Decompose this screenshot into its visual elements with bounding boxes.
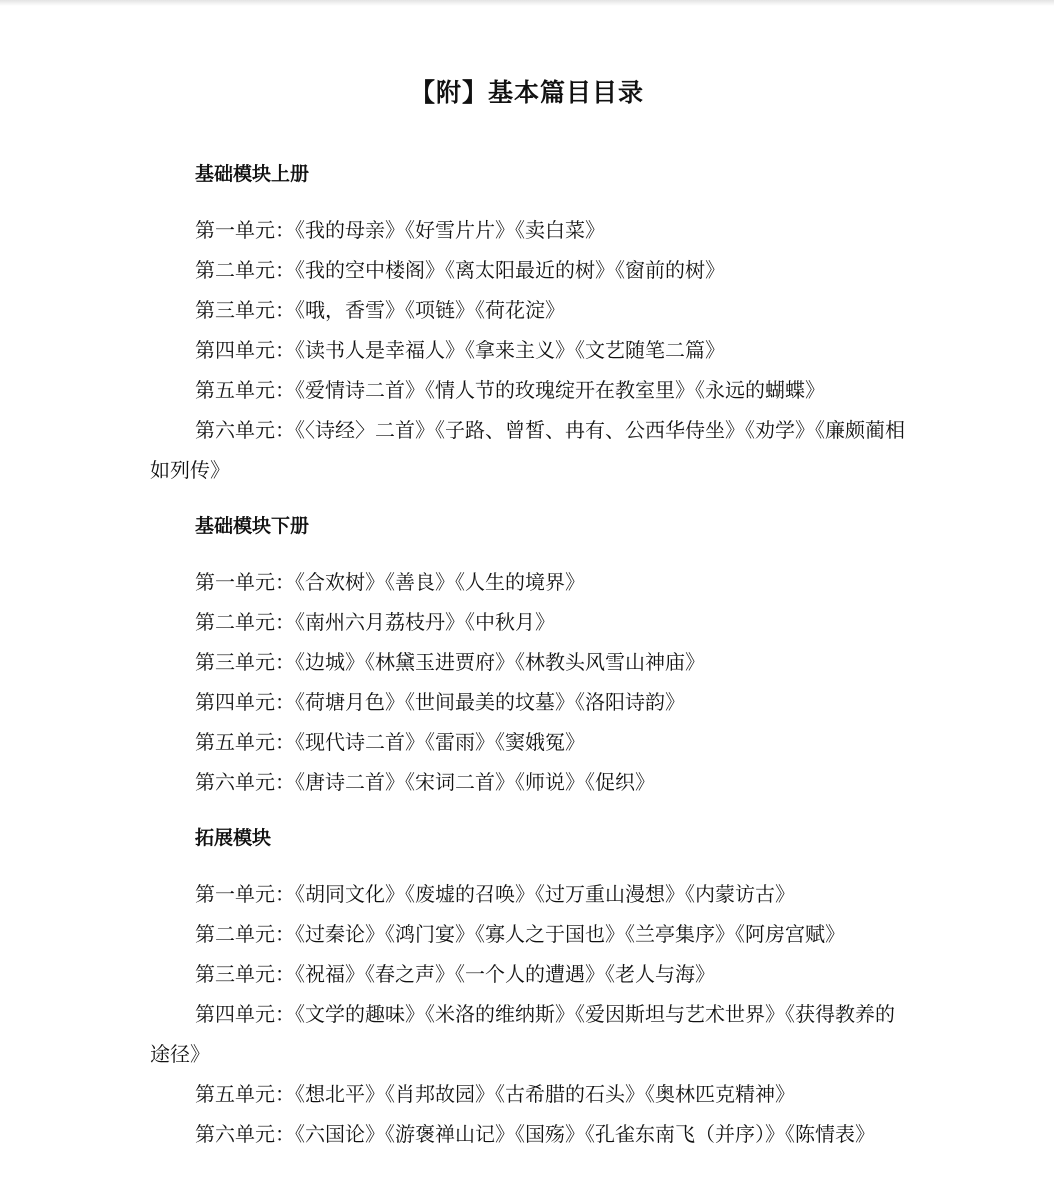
unit-line: 第五单元：《想北平》《肖邦故园》《古希腊的石头》《奥林匹克精神》: [195, 1082, 795, 1106]
unit-list: [150, 874, 910, 1154]
unit-line: 第五单元：《现代诗二首》《雷雨》《窦娥冤》: [195, 730, 585, 754]
document-body: [150, 150, 910, 1154]
section-heading: 拓展模块: [195, 827, 272, 849]
section-basic-vol-2: [150, 502, 910, 814]
unit-line: 第二单元：《过秦论》《鸿门宴》《寡人之于国也》《兰亭集序》《阿房宫赋》: [195, 922, 845, 946]
section-heading: 基础模块下册: [195, 515, 310, 537]
unit-line: 第五单元：《爱情诗二首》《情人节的玫瑰绽开在教室里》《永远的蝴蝶》: [195, 378, 825, 402]
unit-line: 第三单元：《哦，香雪》《项链》《荷花淀》: [195, 298, 565, 322]
unit-line: 第一单元：《我的母亲》《好雪片片》《卖白菜》: [195, 218, 605, 242]
unit-line: 第六单元：《六国论》《游褒禅山记》《国殇》《孔雀东南飞（并序）》《陈情表》: [195, 1122, 875, 1146]
unit-line: 第三单元：《边城》《林黛玉进贾府》《林教头风雪山神庙》: [195, 650, 705, 674]
unit-line: 第一单元：《合欢树》《善良》《人生的境界》: [195, 570, 585, 594]
section-heading: 基础模块上册: [195, 163, 310, 185]
unit-list: [150, 562, 910, 802]
unit-line: 第六单元：《〈诗经〉二首》《子路、曾皙、冉有、公西华侍坐》《劝学》《廉颇蔺相如列传》: [150, 418, 905, 482]
unit-line: 第三单元：《祝福》《春之声》《一个人的遭遇》《老人与海》: [195, 962, 715, 986]
unit-line: 第六单元：《唐诗二首》《宋词二首》《师说》《促织》: [195, 770, 655, 794]
unit-line: 第四单元：《文学的趣味》《米洛的维纳斯》《爱因斯坦与艺术世界》《获得教养的途径》: [150, 1002, 895, 1066]
section-extension: [150, 814, 910, 1154]
section-basic-vol-1: [150, 150, 910, 502]
unit-line: 第四单元：《读书人是幸福人》《拿来主义》《文艺随笔二篇》: [195, 338, 725, 362]
unit-list: [150, 210, 910, 490]
page-title: 【附】基本篇目目录: [409, 77, 644, 107]
page-top-edge: [0, 0, 1054, 6]
unit-line: 第二单元：《我的空中楼阁》《离太阳最近的树》《窗前的树》: [195, 258, 725, 282]
unit-line: 第二单元：《南州六月荔枝丹》《中秋月》: [195, 610, 555, 634]
unit-line: 第四单元：《荷塘月色》《世间最美的坟墓》《洛阳诗韵》: [195, 690, 685, 714]
unit-line: 第一单元：《胡同文化》《废墟的召唤》《过万重山漫想》《内蒙访古》: [195, 882, 795, 906]
